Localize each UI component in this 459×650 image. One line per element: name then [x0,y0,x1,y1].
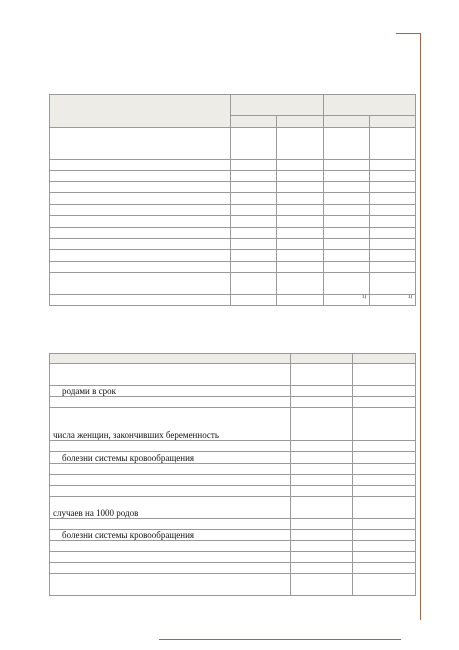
table-row [50,441,416,452]
table-row [50,216,416,228]
table1-header-stub [50,95,231,128]
table-row [50,128,416,160]
table2-header-col-1 [291,354,353,364]
table1-header-group-2 [324,95,416,116]
table-row [50,295,416,306]
table1-subheader-2 [277,116,324,128]
table1-subheader-3 [324,116,370,128]
table-row [50,541,416,552]
decorative-rule-top [396,33,421,34]
table1-header-group-1 [231,95,324,116]
table-row [50,408,416,441]
table-row [50,386,416,397]
footnote-mark: 1) [324,295,370,306]
table-row [50,171,416,182]
table2-header-col-2 [353,354,416,364]
table-row [50,364,416,386]
table-row [50,228,416,239]
table-row [50,273,416,295]
table-row [50,452,416,464]
table-row [50,397,416,408]
row-label: родами в срок [50,386,291,397]
footnote-mark: 1) [370,295,416,306]
data-table-1 [49,94,416,306]
table-row [50,205,416,216]
table2-header-stub [50,354,291,364]
data-table-2 [49,353,416,596]
table-row [50,250,416,262]
table1-subheader-1 [231,116,277,128]
decorative-rule-right [420,33,421,620]
table-row [50,486,416,497]
row-label: болезни системы кровообращения [50,452,291,464]
row-label: случаев на 1000 родов [50,497,291,519]
table-row [50,182,416,193]
table-row [50,262,416,273]
table-row [50,530,416,541]
table-row [50,552,416,563]
table-row [50,519,416,530]
table1-subheader-4 [370,116,416,128]
table-row [50,193,416,205]
table-row [50,563,416,574]
decorative-rule-bottom [159,639,401,640]
table-row [50,497,416,519]
table-row [50,475,416,486]
row-label: болезни системы кровообращения [50,530,291,541]
table-row [50,574,416,596]
table-row [50,239,416,250]
table-row [50,464,416,475]
table-row [50,160,416,171]
row-label: числа женщин, закончивших беременность [50,408,291,441]
